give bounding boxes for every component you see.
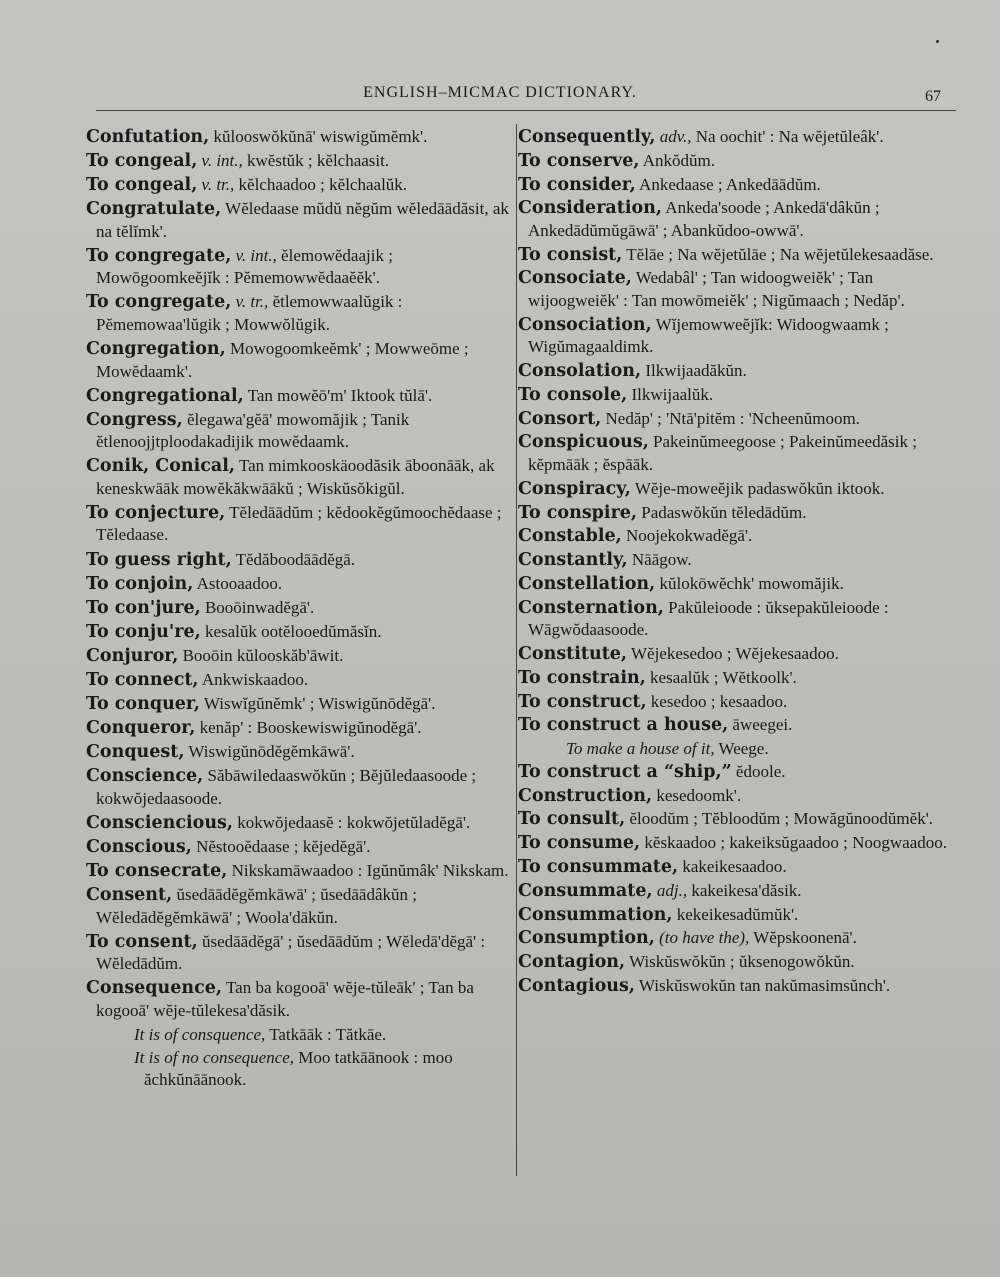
headword: To consume, — [518, 833, 641, 854]
dictionary-entry — [518, 880, 950, 903]
headword: Contagion, — [518, 952, 626, 973]
definition: kesaalŭk ; Wĕtkoolk'. — [645, 667, 797, 687]
dictionary-entry — [518, 502, 950, 525]
headword: Consideration, — [518, 198, 662, 219]
headword: To conjoin, — [86, 573, 194, 594]
definition: ĕlegawa'gĕā' mowomăjik ; Tanik ĕtlenoojjtploodakadijik mowĕdaamk. — [96, 409, 410, 452]
dictionary-entry — [518, 667, 950, 690]
headword: Conscious, — [86, 837, 192, 858]
grammar-label: v. int., — [231, 245, 277, 265]
definition: Booōin kŭlooskăb'āwit. — [178, 645, 344, 665]
definition: ĕdoole. — [731, 761, 786, 781]
definition: Wĕje-moweĕjik padaswŏkŭn iktook. — [630, 478, 885, 498]
definition: kenăp' : Booskewiswigŭnodĕgā'. — [195, 718, 422, 738]
definition: Ankeda'soode ; Ankedā'dâkŭn ; Ankedādŭmŭgāwā' ; Abankŭdoo-owwā'. — [528, 198, 880, 240]
dictionary-entry — [86, 385, 514, 408]
headword: Consequence, — [86, 978, 223, 999]
headword: Consumption, — [518, 928, 655, 949]
dictionary-entry — [518, 549, 950, 572]
headword: Consolation, — [518, 361, 642, 382]
headword: Conqueror, — [86, 718, 196, 739]
definition: Nāāgow. — [627, 550, 692, 570]
dictionary-entry — [518, 714, 950, 737]
dictionary-entry — [518, 927, 950, 950]
left-column — [86, 126, 514, 1092]
headword: To conju're, — [86, 621, 201, 642]
headword: Consummate, — [518, 880, 653, 901]
dictionary-entry — [518, 478, 950, 501]
dictionary-entry — [86, 884, 514, 929]
definition: ĕlemowĕdaajik ; Mowōgoomkeĕjĭk : Pĕmemowwĕdaaĕĕk'. — [96, 245, 393, 288]
dictionary-entry — [518, 174, 950, 197]
definition: Wiskŭswŏkŭn ; ŭksenogowŏkŭn. — [625, 952, 855, 972]
dictionary-entry — [86, 812, 514, 835]
dictionary-entry — [86, 669, 514, 692]
definition: Tan ba kogooā' wĕje-tŭleāk' ; Tan ba kogooā' wĕje-tŭlekesa'dăsik. — [96, 978, 474, 1020]
dictionary-entry — [518, 597, 950, 642]
headword: Confutation, — [86, 127, 210, 147]
headword: Constantly, — [518, 550, 628, 571]
dictionary-entry — [86, 502, 514, 547]
dictionary-entry — [518, 384, 950, 407]
dictionary-entry — [86, 338, 514, 383]
definition: Ankŏdŭm. — [639, 150, 715, 170]
headword: Conjuror, — [86, 645, 179, 666]
headword: To console, — [518, 384, 628, 405]
headword: To conspire, — [518, 502, 638, 523]
headword: To conjecture, — [86, 502, 226, 523]
definition: Tan mowĕō'm' Iktook tŭlā'. — [243, 385, 433, 405]
definition: Wiswigŭnōdĕgĕmkāwā'. — [184, 742, 355, 762]
headword: To congregate, — [86, 292, 232, 313]
definition: Mowogoomkeĕmk' ; Mowweōme ; Mowĕdaamk'. — [96, 339, 469, 381]
definition: kakeikesa'dăsik. — [687, 880, 802, 900]
headword: Construction, — [518, 785, 653, 806]
page-speck — [936, 40, 939, 43]
dictionary-entry — [518, 904, 950, 927]
headword: To consult, — [518, 809, 626, 830]
grammar-label: adv., — [655, 127, 692, 146]
grammar-label: v. tr., — [231, 292, 269, 312]
dictionary-entry — [86, 693, 514, 716]
headword: Congregational, — [86, 385, 244, 406]
grammar-label: (to have the), — [654, 928, 750, 948]
dictionary-entry — [86, 409, 514, 454]
definition: Na oochit' : Na wĕjetŭleâk'. — [691, 127, 884, 146]
definition: Wedabâl' ; Tan widoogweiĕk' ; Tan wijoogweiĕk' : Tan mowōmeiĕk' ; Nigŭmaach ; Nedăp'. — [528, 268, 905, 310]
definition: kĕskaadoo ; kakeiksŭgaadoo ; Noogwaadoo. — [640, 833, 948, 853]
grammar-label: v. tr., — [197, 175, 235, 195]
definition: Padaswŏkŭn tĕledādŭm. — [637, 502, 807, 522]
dictionary-entry — [86, 291, 514, 336]
definition: Wĕjekesedoo ; Wĕjekesaadoo. — [627, 644, 839, 664]
dictionary-entry — [518, 761, 950, 784]
definition: Nikskamāwaadoo : Igŭnŭmâk' Nikskam. — [227, 861, 509, 881]
dictionary-entry — [518, 431, 950, 476]
dictionary-entry — [86, 174, 514, 197]
headword: To congeal, — [86, 151, 198, 172]
dictionary-entry — [518, 832, 950, 855]
definition: Tĕdăboodāādĕgā. — [231, 549, 356, 569]
definition: Booōinwadĕgā'. — [200, 597, 315, 617]
headword: Conspiracy, — [518, 478, 631, 499]
grammar-label: v. int., — [197, 151, 243, 171]
dictionary-entry — [518, 643, 950, 666]
sub-entry — [86, 1024, 514, 1047]
definition: Nĕstooĕdaase ; kĕjedĕgā'. — [191, 837, 371, 857]
header-rule — [96, 110, 956, 111]
dictionary-entry — [86, 931, 514, 976]
headword: To congregate, — [86, 245, 232, 266]
dictionary-entry — [86, 836, 514, 859]
dictionary-entry — [518, 126, 950, 149]
right-column — [518, 126, 950, 999]
headword: Conquest, — [86, 742, 185, 763]
headword: Contagious, — [518, 975, 635, 996]
headword: To con'jure, — [86, 597, 201, 618]
dictionary-entry — [86, 198, 514, 243]
definition: Wiskŭswokŭn tan nakŭmasimsŭnch'. — [634, 975, 891, 995]
dictionary-entry — [86, 621, 514, 644]
headword: To construct a house, — [518, 715, 729, 736]
dictionary-entry — [518, 525, 950, 548]
headword: Consent, — [86, 885, 173, 906]
dictionary-entry — [86, 741, 514, 764]
sub-phrase: To make a house of it, — [566, 739, 715, 759]
dictionary-entry — [518, 150, 950, 173]
dictionary-entry — [86, 150, 514, 173]
definition: kĕlchaadoo ; kĕlchaalŭk. — [234, 175, 408, 195]
headword: To consider, — [518, 174, 636, 195]
dictionary-entry — [86, 717, 514, 740]
headword: Consequently, — [518, 127, 656, 147]
headword: Consummation, — [518, 904, 673, 925]
headword: To consist, — [518, 244, 623, 265]
dictionary-entry — [86, 245, 514, 290]
dictionary-entry — [86, 977, 514, 1022]
definition: Astooaadoo. — [193, 573, 283, 593]
dictionary-entry — [518, 267, 950, 312]
headword: To construct a “ship,” — [518, 761, 732, 782]
definition: Weege. — [714, 739, 769, 759]
dictionary-entry — [86, 765, 514, 810]
headword: Congress, — [86, 409, 183, 430]
headword: Congregation, — [86, 339, 226, 360]
running-head: ENGLISH–MICMAC DICTIONARY. — [363, 84, 637, 101]
dictionary-entry — [518, 785, 950, 808]
dictionary-entry — [518, 244, 950, 267]
dictionary-entry — [86, 126, 514, 149]
headword: To consecrate, — [86, 861, 228, 882]
headword: To guess right, — [86, 549, 232, 570]
definition: Tĕledāādŭm ; kĕdookĕgŭmoochĕdaase ; Tĕledaase. — [96, 502, 502, 545]
definition: Nedăp' ; 'Ntā'pitĕm : 'Ncheenŭmoom. — [601, 408, 860, 428]
headword: To constrain, — [518, 667, 646, 688]
headword: Constitute, — [518, 644, 628, 665]
definition: ŭsedāādĕgĕmkāwā' ; ŭsedāādâkŭn ; Wĕledādĕgĕmkāwā' ; Woola'dākŭn. — [96, 885, 417, 927]
definition: kakeikesaadoo. — [678, 856, 787, 876]
definition: kesedoo ; kesaadoo. — [646, 691, 788, 711]
definition: Wĕpskoonenā'. — [749, 928, 857, 948]
definition: Wiswĭgŭnĕmk' ; Wiswigŭnōdĕgā'. — [199, 694, 436, 714]
definition: kesalŭk ootĕlooedŭmăsĭn. — [200, 621, 382, 641]
headword: Conik, Conical, — [86, 456, 235, 477]
headword: Conscience, — [86, 766, 204, 787]
definition: Wĭjemowweĕjĭk: Widoogwaamk ; Wigŭmagaaldimk. — [528, 314, 889, 357]
definition: Tĕlāe ; Na wĕjetŭlāe ; Na wĕjetŭlekesaadăse. — [622, 244, 934, 264]
dictionary-entry — [518, 408, 950, 431]
definition: Săbāwiledaaswŏkŭn ; Bĕjŭledaasoode ; kokwŏjedaasoode. — [96, 766, 477, 808]
definition: Tan mimkooskäoodăsik āboonāāk, ak keneskwāāk mowĕkăkwāākŭ ; Wiskŭsŏkigŭl. — [96, 456, 495, 498]
definition: Moo tatkāānook : moo ăchkŭnāānook. — [144, 1047, 453, 1090]
definition: kŭlooswŏkŭnā' wiswigŭmĕmk'. — [209, 127, 428, 146]
page-number: 67 — [925, 88, 941, 105]
dictionary-entry — [86, 597, 514, 620]
definition: Ilkwijaalŭk. — [627, 384, 714, 404]
definition: Noojekokwadĕgā'. — [621, 526, 753, 546]
definition: ŭsedāādĕgā' ; ŭsedāādŭm ; Wĕledā'dĕgā' : Wĕledādŭm. — [96, 931, 486, 974]
dictionary-entry — [518, 856, 950, 879]
headword: Consort, — [518, 408, 602, 429]
grammar-label: adj., — [652, 880, 688, 900]
dictionary-entry — [86, 573, 514, 596]
headword: To consent, — [86, 931, 198, 952]
dictionary-entry — [518, 691, 950, 714]
column-divider — [516, 124, 517, 1176]
definition: kekeikesadŭmŭk'. — [672, 904, 799, 924]
dictionary-entry — [86, 645, 514, 668]
headword: Consociation, — [518, 314, 652, 335]
definition: Ilkwijaadăkŭn. — [641, 361, 747, 381]
definition: Ankedaase ; Ankedāādŭm. — [635, 174, 821, 194]
headword: To construct, — [518, 691, 647, 712]
dictionary-entry — [518, 360, 950, 383]
definition: Tatkāāk : Tătkāe. — [265, 1025, 387, 1045]
sub-entry — [86, 1047, 514, 1092]
sub-phrase: It is of no consequence, — [134, 1047, 295, 1067]
dictionary-entry — [86, 549, 514, 572]
headword: Congratulate, — [86, 199, 222, 220]
headword: To conquer, — [86, 694, 200, 715]
headword: To connect, — [86, 670, 199, 690]
headword: Conspicuous, — [518, 432, 649, 453]
headword: Consociate, — [518, 268, 632, 289]
definition: kesedoomk'. — [652, 785, 742, 805]
dictionary-entry — [518, 808, 950, 831]
dictionary-entry — [86, 455, 514, 500]
definition: Ankwiskaadoo. — [198, 670, 309, 689]
sub-entry — [518, 738, 950, 761]
definition: kŭlokōwĕchk' mowomăjik. — [655, 573, 844, 593]
definition: ĕtlemowwaalŭgik : Pĕmemowaa'lŭgik ; Mowwŏlŭgik. — [96, 292, 403, 334]
definition: kwĕstŭk ; kĕlchaasit. — [242, 151, 390, 171]
dictionary-entry — [518, 197, 950, 242]
headword: Consternation, — [518, 597, 664, 618]
sub-phrase: It is of consquence, — [134, 1025, 266, 1045]
definition: āweegei. — [728, 715, 793, 735]
definition: Pakŭleioode : ŭksepakŭleioode : Wāgwŏdaasoode. — [528, 597, 889, 640]
headword: To conserve, — [518, 150, 640, 171]
headword: Constable, — [518, 526, 622, 547]
dictionary-entry — [518, 951, 950, 974]
headword: Constellation, — [518, 573, 656, 594]
headword: To consummate, — [518, 856, 679, 877]
definition: ĕloodŭm ; Tĕbloodŭm ; Mowăgŭnoodŭmĕk'. — [625, 809, 934, 829]
dictionary-entry — [518, 314, 950, 359]
definition: kokwŏjedaasĕ : kokwŏjetŭladĕgā'. — [232, 812, 471, 832]
definition: Pakeinŭmeegoose ; Pakeinŭmeedăsik ; kĕpmāāk ; ĕspāāk. — [528, 432, 917, 474]
dictionary-entry — [86, 860, 514, 883]
headword: Consciencious, — [86, 812, 233, 833]
headword: To congeal, — [86, 175, 198, 196]
dictionary-entry — [518, 573, 950, 596]
definition: Wĕledaase mŭdŭ nĕgŭm wĕledāādăsit, ak na tĕlĭmk'. — [96, 199, 509, 241]
dictionary-entry — [518, 975, 950, 998]
